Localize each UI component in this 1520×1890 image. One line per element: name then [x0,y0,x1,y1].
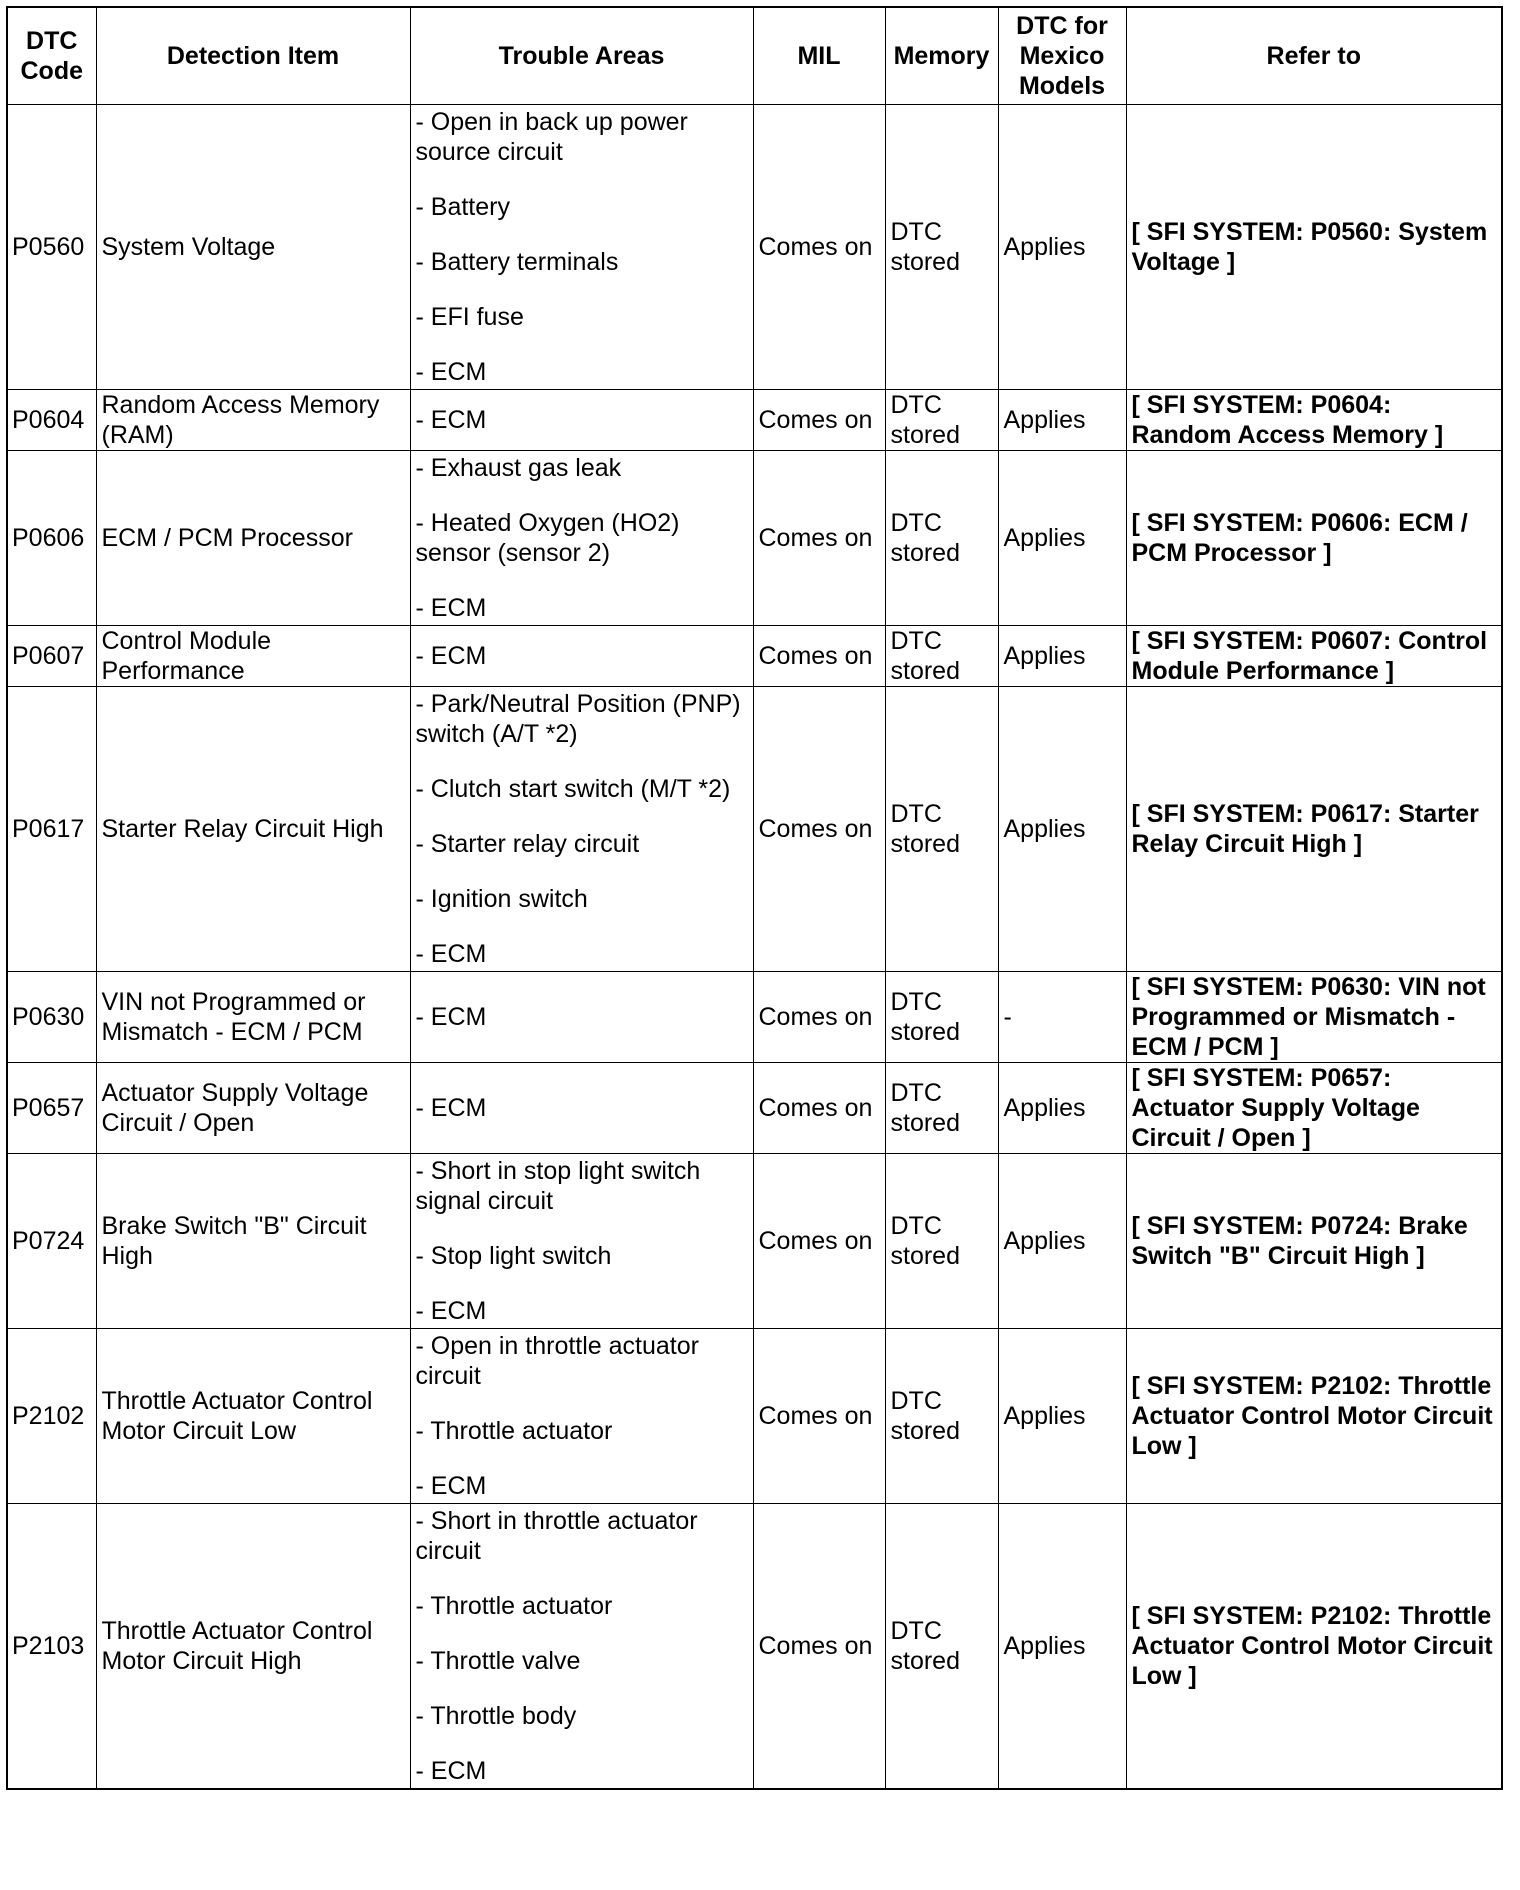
memory-cell: DTC stored [885,1154,998,1329]
table-row [7,626,1502,687]
dtc-code-cell: P0560 [7,105,96,390]
trouble-area-item: - EFI fuse [415,303,524,331]
trouble-area-item: - Park/Neutral Position (PNP) switch (A/T *2) [415,690,741,748]
mil-cell: Comes on [753,687,885,972]
refer-to-cell: [ SFI SYSTEM: P2102: Throttle Actuator Control Motor Circuit Low ] [1126,1329,1502,1504]
table-row [7,687,1502,972]
trouble-area-item: - Stop light switch [415,1242,612,1270]
table-row [7,1329,1502,1504]
trouble-area-item: - ECM [415,940,487,968]
dtc-code-cell: P0606 [7,451,96,626]
trouble-area-item: - Starter relay circuit [415,830,640,858]
trouble-area-item: - ECM [415,1757,487,1785]
detection-item-cell: Actuator Supply Voltage Circuit / Open [96,1063,410,1154]
memory-cell: DTC stored [885,1063,998,1154]
header-detection-item: Detection Item [96,7,410,105]
mexico-models-cell: Applies [998,1329,1126,1504]
trouble-areas-cell [410,451,753,626]
mil-cell: Comes on [753,451,885,626]
dtc-code-cell: P0617 [7,687,96,972]
trouble-area-item: - Clutch start switch (M/T *2) [415,775,731,803]
mexico-models-cell: Applies [998,105,1126,390]
memory-cell: DTC stored [885,390,998,451]
table-header-row [7,7,1502,105]
memory-cell: DTC stored [885,972,998,1063]
dtc-code-cell: P0657 [7,1063,96,1154]
memory-cell: DTC stored [885,626,998,687]
trouble-area-item: - ECM [415,406,487,434]
table-row [7,972,1502,1063]
detection-item-cell: Random Access Memory (RAM) [96,390,410,451]
trouble-areas-cell [410,1154,753,1329]
refer-to-cell: [ SFI SYSTEM: P0617: Starter Relay Circuit High ] [1126,687,1502,972]
header-memory: Memory [885,7,998,105]
trouble-area-item: - Exhaust gas leak [415,454,622,482]
trouble-areas-cell [410,687,753,972]
detection-item-cell: Throttle Actuator Control Motor Circuit High [96,1504,410,1790]
header-trouble-areas: Trouble Areas [410,7,753,105]
detection-item-cell: System Voltage [96,105,410,390]
refer-to-cell: [ SFI SYSTEM: P2102: Throttle Actuator Control Motor Circuit Low ] [1126,1504,1502,1790]
detection-item-cell: Throttle Actuator Control Motor Circuit Low [96,1329,410,1504]
table-row [7,1504,1502,1790]
trouble-area-item: - Ignition switch [415,885,588,913]
trouble-area-item: - ECM [415,642,487,670]
memory-cell: DTC stored [885,105,998,390]
refer-to-cell: [ SFI SYSTEM: P0630: VIN not Programmed or Mismatch - ECM / PCM ] [1126,972,1502,1063]
memory-cell: DTC stored [885,1504,998,1790]
mil-cell: Comes on [753,1504,885,1790]
trouble-area-item: - ECM [415,1003,487,1031]
table-row [7,1063,1502,1154]
mexico-models-cell: Applies [998,687,1126,972]
trouble-area-item: - Open in throttle actuator circuit [415,1332,699,1390]
trouble-area-item: - ECM [415,1472,487,1500]
trouble-area-item: - ECM [415,1094,487,1122]
detection-item-cell: Control Module Performance [96,626,410,687]
dtc-code-cell: P0607 [7,626,96,687]
dtc-code-cell: P0630 [7,972,96,1063]
trouble-area-item: - Battery terminals [415,248,619,276]
mil-cell: Comes on [753,390,885,451]
memory-cell: DTC stored [885,451,998,626]
trouble-area-item: - ECM [415,594,487,622]
detection-item-cell: Starter Relay Circuit High [96,687,410,972]
refer-to-cell: [ SFI SYSTEM: P0606: ECM / PCM Processor ] [1126,451,1502,626]
trouble-area-item: - Short in throttle actuator circuit [415,1507,698,1565]
detection-item-cell: ECM / PCM Processor [96,451,410,626]
dtc-code-cell: P0604 [7,390,96,451]
trouble-area-item: - Throttle actuator [415,1592,613,1620]
mil-cell: Comes on [753,1154,885,1329]
table-row [7,451,1502,626]
detection-item-cell: VIN not Programmed or Mismatch - ECM / PCM [96,972,410,1063]
mil-cell: Comes on [753,105,885,390]
header-mil: MIL [753,7,885,105]
trouble-area-item: - Open in back up power source circuit [415,108,688,166]
mexico-models-cell: Applies [998,1504,1126,1790]
dtc-code-cell: P0724 [7,1154,96,1329]
mexico-models-cell: - [998,972,1126,1063]
header-refer-to: Refer to [1126,7,1502,105]
table-row [7,105,1502,390]
trouble-area-item: - Short in stop light switch signal circuit [415,1157,701,1215]
memory-cell: DTC stored [885,1329,998,1504]
trouble-areas-cell [410,1063,753,1154]
detection-item-cell: Brake Switch "B" Circuit High [96,1154,410,1329]
trouble-areas-cell [410,1504,753,1790]
trouble-area-item: - Throttle body [415,1702,577,1730]
header-dtc-code: DTC Code [7,7,96,105]
mil-cell: Comes on [753,1063,885,1154]
dtc-code-cell: P2103 [7,1504,96,1790]
refer-to-cell: [ SFI SYSTEM: P0560: System Voltage ] [1126,105,1502,390]
mil-cell: Comes on [753,972,885,1063]
refer-to-cell: [ SFI SYSTEM: P0607: Control Module Performance ] [1126,626,1502,687]
mexico-models-cell: Applies [998,626,1126,687]
trouble-area-item: - Throttle actuator [415,1417,613,1445]
mexico-models-cell: Applies [998,1063,1126,1154]
refer-to-cell: [ SFI SYSTEM: P0604: Random Access Memory ] [1126,390,1502,451]
trouble-areas-cell [410,626,753,687]
trouble-area-item: - ECM [415,1297,487,1325]
mil-cell: Comes on [753,626,885,687]
table-row [7,390,1502,451]
mexico-models-cell: Applies [998,1154,1126,1329]
trouble-areas-cell [410,105,753,390]
trouble-areas-cell [410,390,753,451]
mexico-models-cell: Applies [998,451,1126,626]
table-row [7,1154,1502,1329]
refer-to-cell: [ SFI SYSTEM: P0724: Brake Switch "B" Circuit High ] [1126,1154,1502,1329]
trouble-area-item: - Battery [415,193,510,221]
trouble-areas-cell [410,972,753,1063]
trouble-area-item: - Throttle valve [415,1647,581,1675]
dtc-code-cell: P2102 [7,1329,96,1504]
trouble-area-item: - ECM [415,358,487,386]
refer-to-cell: [ SFI SYSTEM: P0657: Actuator Supply Voltage Circuit / Open ] [1126,1063,1502,1154]
mexico-models-cell: Applies [998,390,1126,451]
mil-cell: Comes on [753,1329,885,1504]
memory-cell: DTC stored [885,687,998,972]
table-body [7,105,1502,1790]
header-mexico-models: DTC for Mexico Models [998,7,1126,105]
trouble-areas-cell [410,1329,753,1504]
trouble-area-item: - Heated Oxygen (HO2) sensor (sensor 2) [415,509,680,567]
dtc-table [6,6,1503,1790]
